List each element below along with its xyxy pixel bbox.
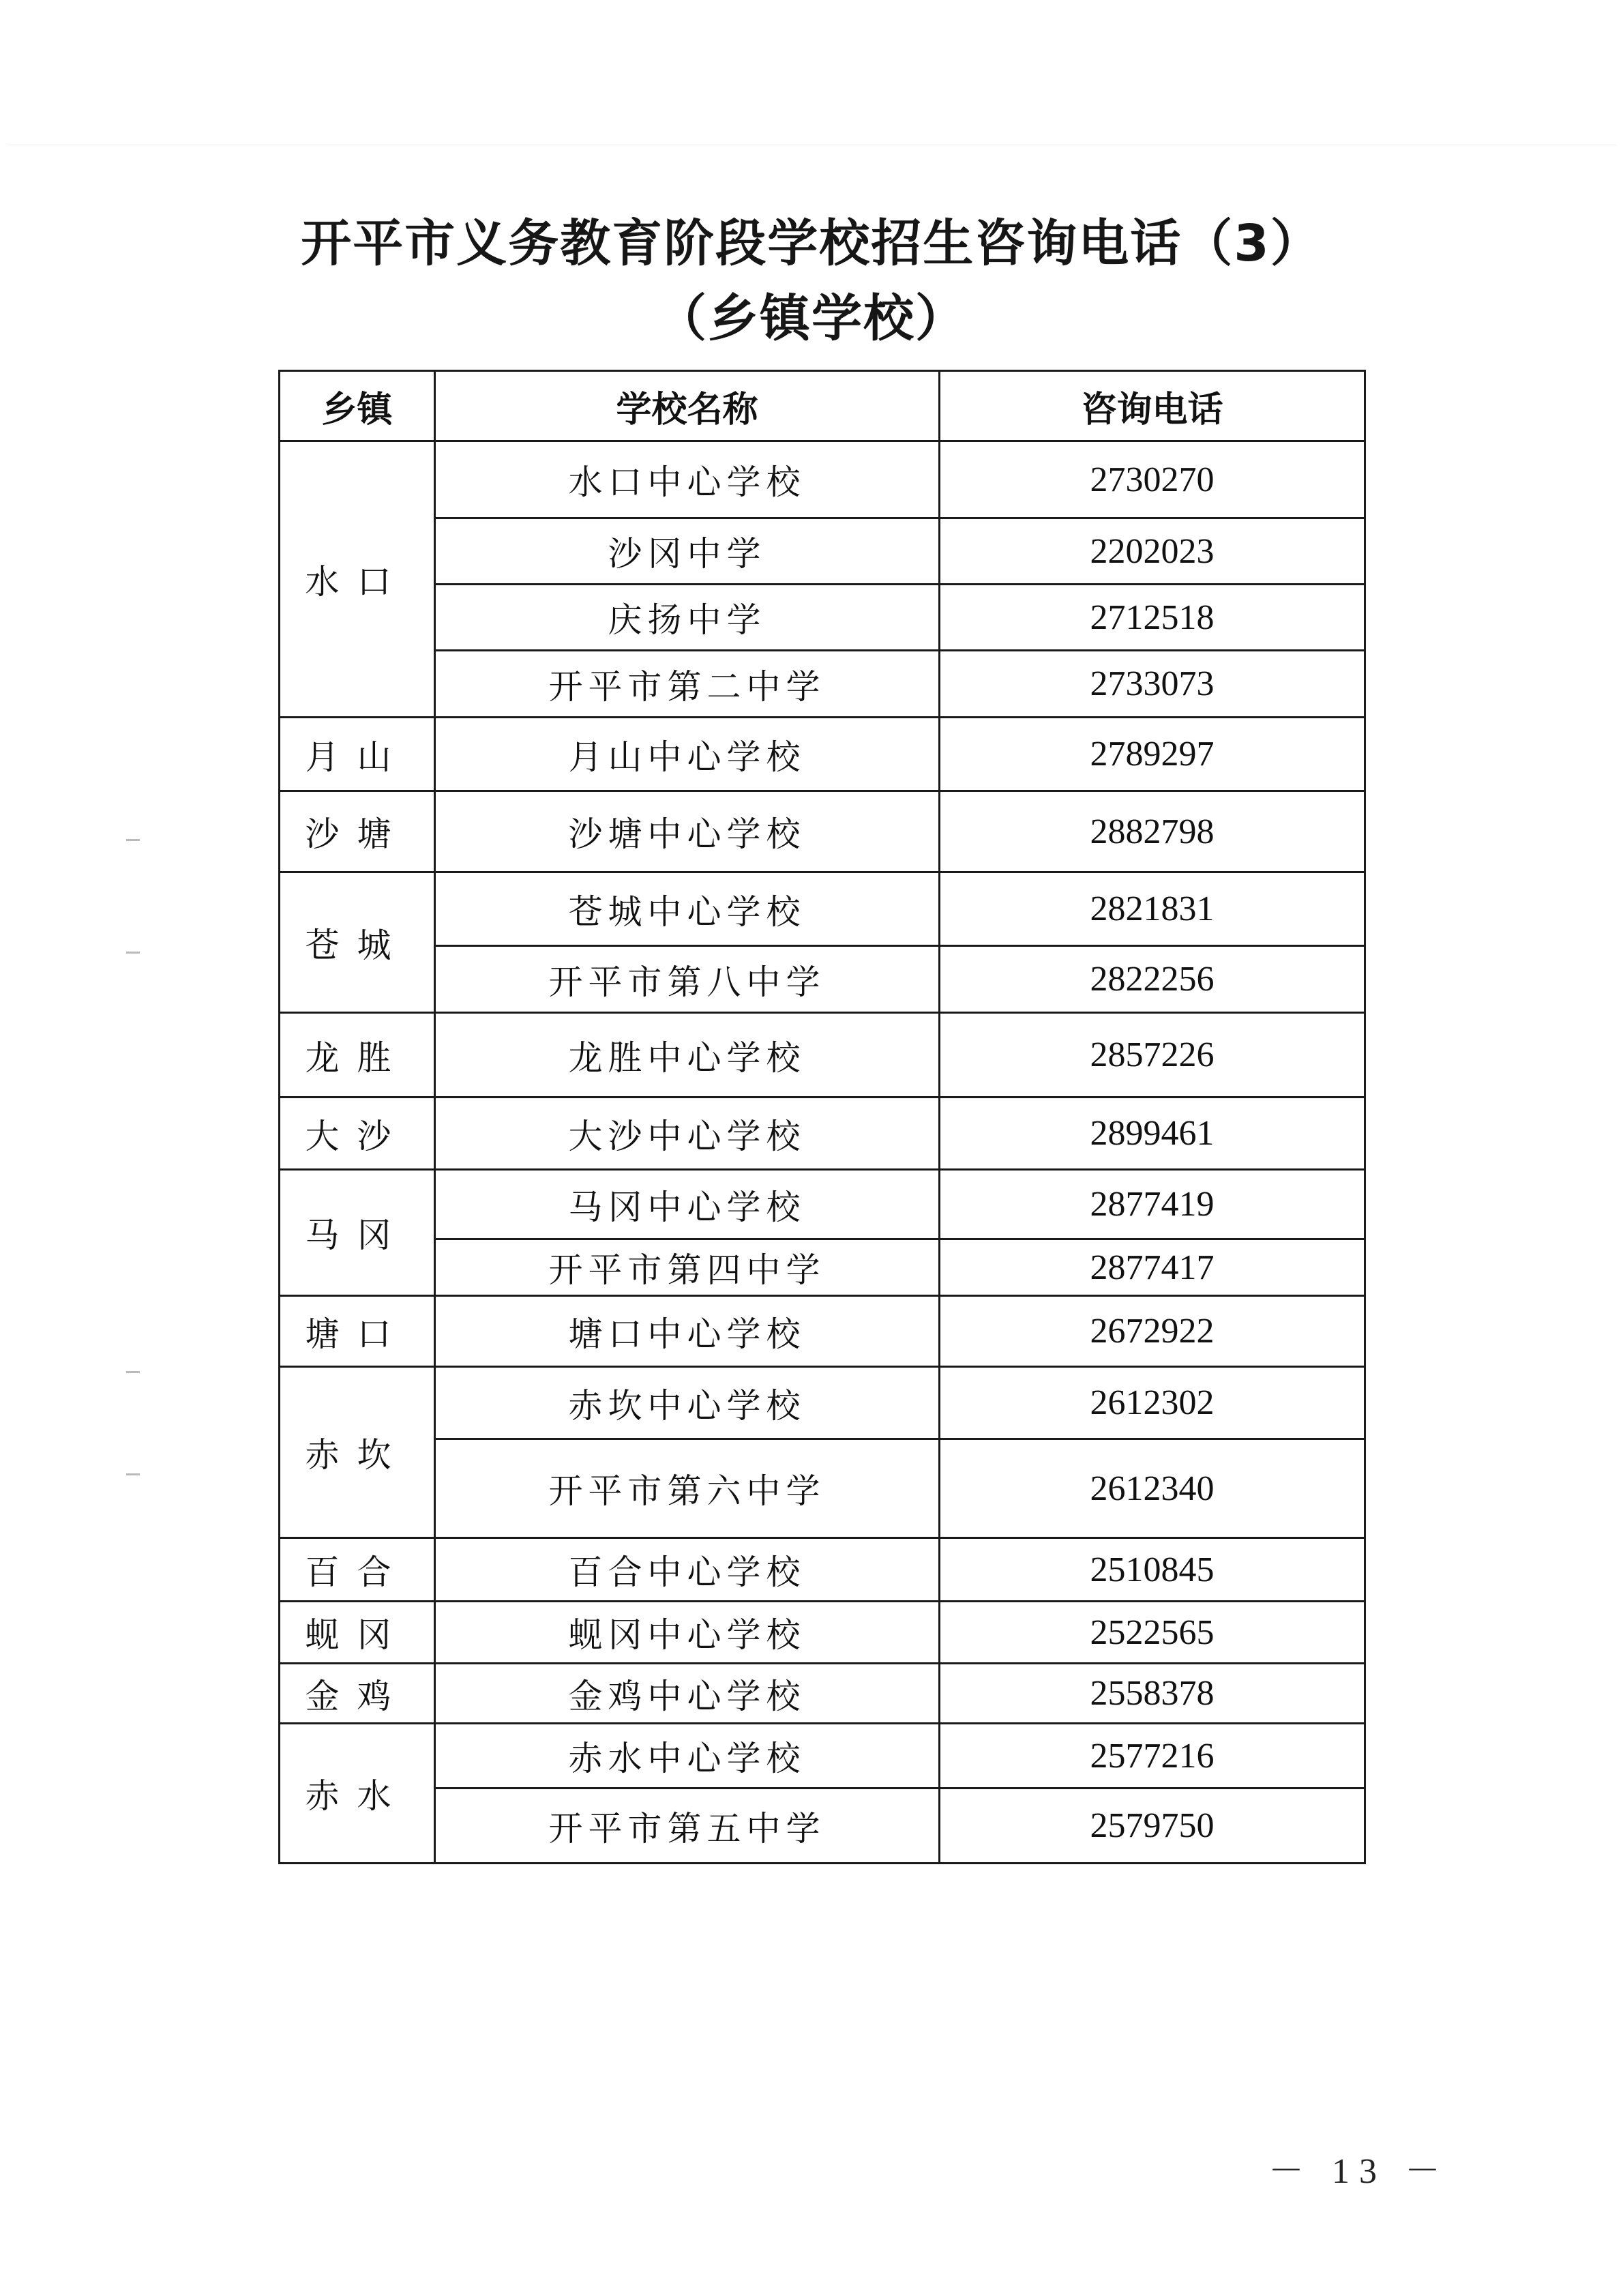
table-row [280, 1789, 1365, 1864]
page-title: 开平市义务教育阶段学校招生咨询电话（3） [301, 214, 1322, 273]
town-cell: 金鸡 [280, 1664, 435, 1724]
school-name-cell: 开平市第八中学 [435, 946, 940, 1013]
scan-artifact [126, 952, 140, 954]
phone-cell: 2789297 [940, 718, 1365, 791]
town-cell: 龙胜 [280, 1013, 435, 1098]
phone-cell: 2577216 [940, 1724, 1365, 1789]
table-row [280, 1098, 1365, 1170]
school-name-cell: 赤坎中心学校 [435, 1367, 940, 1439]
table-row [280, 1296, 1365, 1367]
school-phone-table [278, 370, 1366, 1864]
scan-artifact [126, 1371, 140, 1373]
phone-cell: 2202023 [940, 518, 1365, 585]
table-row [280, 1239, 1365, 1296]
phone-cell: 2730270 [940, 441, 1365, 518]
phone-cell: 2899461 [940, 1098, 1365, 1170]
phone-cell: 2558378 [940, 1664, 1365, 1724]
table-row [280, 585, 1365, 651]
phone-cell: 2821831 [940, 872, 1365, 946]
page-number: － 13 － [1268, 2152, 1450, 2191]
school-name-cell: 龙胜中心学校 [435, 1013, 940, 1098]
school-name-cell: 水口中心学校 [435, 441, 940, 518]
school-name-cell: 开平市第六中学 [435, 1439, 940, 1538]
school-name-cell: 开平市第四中学 [435, 1239, 940, 1296]
table-row [280, 718, 1365, 791]
table-row [280, 946, 1365, 1013]
town-cell: 大沙 [280, 1098, 435, 1170]
phone-cell: 2877419 [940, 1170, 1365, 1239]
table-row [280, 1664, 1365, 1724]
school-name-cell: 百合中心学校 [435, 1538, 940, 1602]
phone-cell: 2672922 [940, 1296, 1365, 1367]
school-name-cell: 大沙中心学校 [435, 1098, 940, 1170]
table-row [280, 518, 1365, 585]
table-row [280, 441, 1365, 518]
table-header-row [280, 371, 1365, 441]
table-row [280, 791, 1365, 872]
table-row [280, 1170, 1365, 1239]
header-town: 乡镇 [280, 371, 435, 441]
school-name-cell: 蚬冈中心学校 [435, 1602, 940, 1664]
town-cell: 赤水 [280, 1724, 435, 1864]
school-name-cell: 苍城中心学校 [435, 872, 940, 946]
phone-cell: 2857226 [940, 1013, 1365, 1098]
table-row [280, 1602, 1365, 1664]
phone-cell: 2579750 [940, 1789, 1365, 1864]
school-name-cell: 沙冈中学 [435, 518, 940, 585]
school-name-cell: 开平市第五中学 [435, 1789, 940, 1864]
table-row [280, 872, 1365, 946]
town-cell: 塘口 [280, 1296, 435, 1367]
phone-cell: 2510845 [940, 1538, 1365, 1602]
town-cell: 蚬冈 [280, 1602, 435, 1664]
school-name-cell: 开平市第二中学 [435, 651, 940, 718]
town-cell: 水口 [280, 441, 435, 718]
scan-artifact [126, 839, 140, 841]
school-name-cell: 月山中心学校 [435, 718, 940, 791]
school-name-cell: 赤水中心学校 [435, 1724, 940, 1789]
phone-cell: 2733073 [940, 651, 1365, 718]
phone-cell: 2882798 [940, 791, 1365, 872]
school-name-cell: 马冈中心学校 [435, 1170, 940, 1239]
phone-cell: 2877417 [940, 1239, 1365, 1296]
phone-cell: 2612302 [940, 1367, 1365, 1439]
header-phone: 咨询电话 [940, 371, 1365, 441]
table-row [280, 1724, 1365, 1789]
school-name-cell: 沙塘中心学校 [435, 791, 940, 872]
table-row [280, 1538, 1365, 1602]
header-school-name: 学校名称 [435, 371, 940, 441]
school-name-cell: 金鸡中心学校 [435, 1664, 940, 1724]
table-body [280, 441, 1365, 1864]
town-cell: 月山 [280, 718, 435, 791]
phone-cell: 2522565 [940, 1602, 1365, 1664]
phone-cell: 2712518 [940, 585, 1365, 651]
town-cell: 马冈 [280, 1170, 435, 1296]
phone-cell: 2612340 [940, 1439, 1365, 1538]
scan-artifact [126, 1473, 140, 1475]
town-cell: 苍城 [280, 872, 435, 1013]
table-row [280, 1367, 1365, 1439]
town-cell: 百合 [280, 1538, 435, 1602]
phone-cell: 2822256 [940, 946, 1365, 1013]
school-name-cell: 塘口中心学校 [435, 1296, 940, 1367]
town-cell: 赤坎 [280, 1367, 435, 1538]
table-row [280, 651, 1365, 718]
page-subtitle: （乡镇学校） [656, 289, 967, 348]
school-name-cell: 庆扬中学 [435, 585, 940, 651]
town-cell: 沙塘 [280, 791, 435, 872]
table-row [280, 1013, 1365, 1098]
table-row [280, 1439, 1365, 1538]
